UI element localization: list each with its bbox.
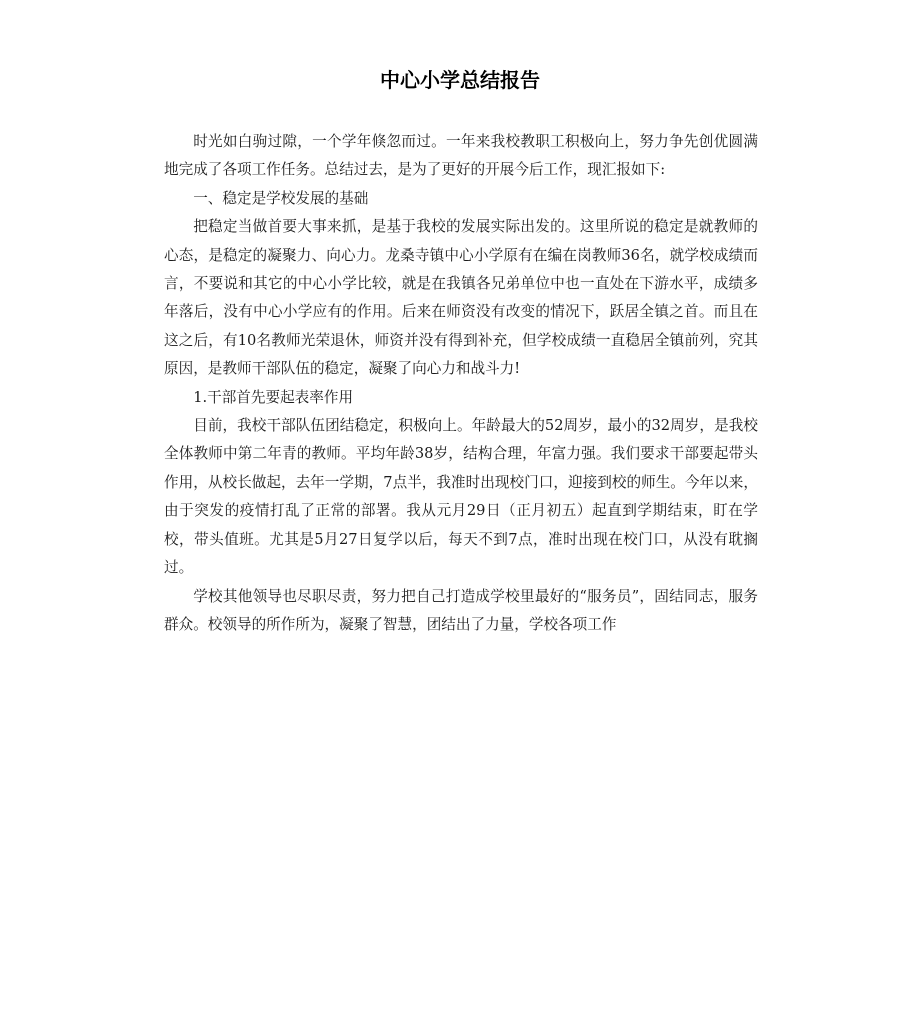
document-body <box>164 128 758 639</box>
document-title: 中心小学总结报告 <box>380 68 540 92</box>
body-paragraph: 学校其他领导也尽职尽责，努力把自己打造成学校里最好的“服务员”，固结同志，服务群众。校领导的所作所为，凝聚了智慧，团结出了力量，学校各项工作 <box>164 587 758 633</box>
intro-paragraph: 时光如白驹过隙，一个学年倏忽而过。一年来我校教职工积极向上，努力争先创优圆满地完成了各项工作任务。总结过去，是为了更好的开展今后工作，现汇报如下: <box>164 133 758 179</box>
section-heading: 一、稳定是学校发展的基础 <box>193 189 369 207</box>
subsection-heading: 1.干部首先要起表率作用 <box>193 388 354 406</box>
body-paragraph: 把稳定当做首要大事来抓，是基于我校的发展实际出发的。这里所说的稳定是就教师的心态，是稳定的凝聚力、向心力。龙桑寺镇中心小学原有在编在岗教师36名，就学校成绩而言，不要说和其它的中心小学比较，就是在我镇各兄弟单位中也一直处在下游水平，成绩多年落后，没有中心小学应有的作用。后来在师资没有改变的情况下，跃居全镇之首。而且在这之后，有10名教师光荣退休，师资并没有得到补充，但学校成绩一直稳居全镇前列，究其原因，是教师干部队伍的稳定，凝聚了向心力和战斗力! <box>164 218 758 378</box>
body-paragraph: 目前，我校干部队伍团结稳定，积极向上。年龄最大的52周岁，最小的32周岁，是我校全体教师中第二年青的教师。平均年龄38岁，结构合理，年富力强。我们要求干部要起带头作用，从校长做起，去年一学期，7点半，我准时出现校门口，迎接到校的师生。今年以来，由于突发的疫情打乱了正常的部署。我从元月29日（正月初五）起直到学期结束，盯在学校，带头值班。尤其是5月27日复学以后，每天不到7点，准时出现在校门口，从没有耽搁过。 <box>164 417 758 577</box>
